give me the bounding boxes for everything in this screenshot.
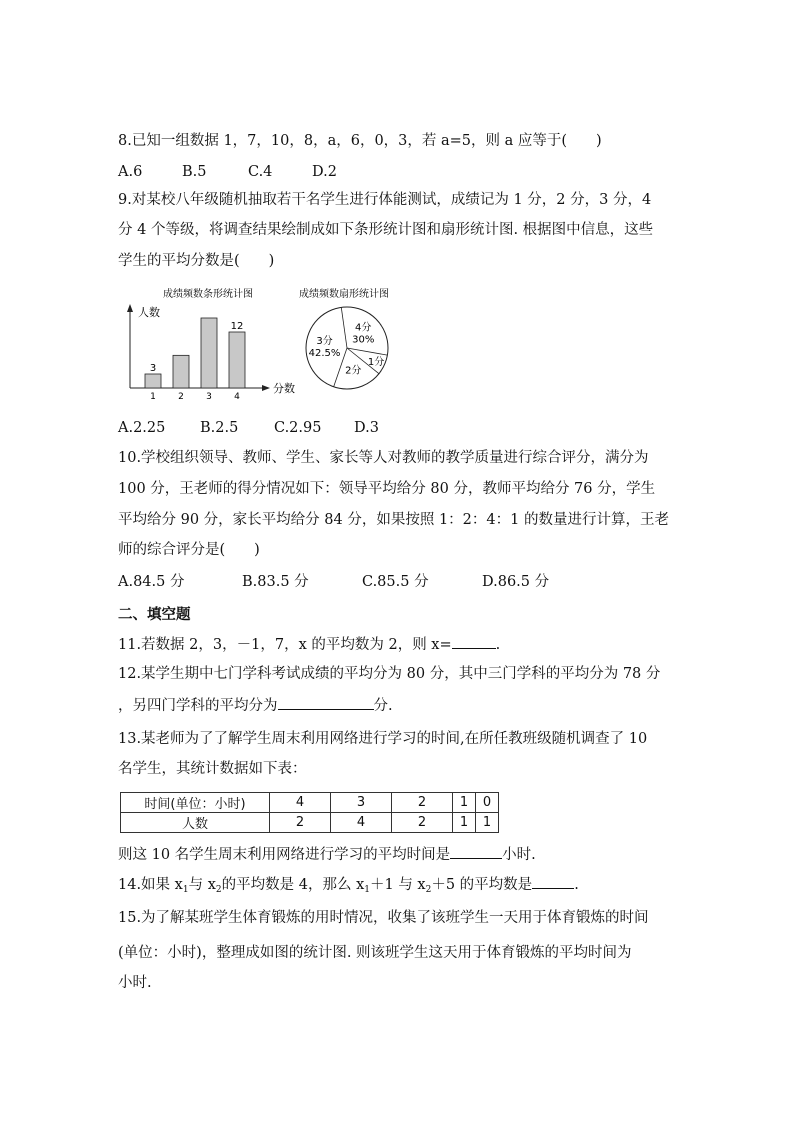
bar bbox=[201, 318, 217, 388]
q8-stem: 8.已知一组数据 1，7，10，8，a，6，0，3，若 a=5，则 a 应等于( ) bbox=[118, 133, 602, 149]
x-axis-arrow-icon bbox=[262, 385, 270, 391]
q8-option-a: A.6 bbox=[118, 164, 143, 180]
y-axis-label: 人数 bbox=[138, 306, 160, 319]
q11-text: 11.若数据 2，3，－1，7，x 的平均数为 2，则 x= bbox=[118, 637, 452, 653]
table-cell: 2 bbox=[392, 793, 453, 813]
q14-text: 与 x bbox=[188, 877, 216, 893]
q9-line3: 学生的平均分数是( ) bbox=[118, 253, 275, 269]
q10-line4: 师的综合评分是( ) bbox=[118, 542, 260, 558]
q11-answer-blank[interactable] bbox=[452, 633, 496, 649]
q11 bbox=[118, 633, 500, 655]
q12-text: ，另四门学科的平均分为 bbox=[118, 698, 278, 714]
q13-line3 bbox=[118, 843, 536, 865]
bar bbox=[229, 332, 245, 388]
q12-answer-blank[interactable] bbox=[278, 694, 374, 710]
q13-answer-blank[interactable] bbox=[450, 843, 502, 859]
table-row bbox=[121, 813, 499, 833]
bar-chart-title: 成绩频数条形统计图 bbox=[163, 289, 253, 300]
table-cell: 1 bbox=[453, 813, 476, 833]
q14-text: ＋5 的平均数是 bbox=[431, 877, 533, 893]
table-cell: 2 bbox=[392, 813, 453, 833]
q14-text: 14.如果 x bbox=[118, 877, 183, 893]
pie-slice-label: 3分 bbox=[316, 335, 333, 347]
q10-option-c: C.85.5 分 bbox=[362, 574, 429, 590]
q9-option-c: C.2.95 bbox=[274, 420, 322, 436]
q14-subscript: 1 bbox=[364, 885, 370, 895]
q12-line1: 12.某学生期中七门学科考试成绩的平均分为 80 分，其中三门学科的平均分为 78 分 bbox=[118, 666, 661, 682]
table-cell: 2 bbox=[270, 813, 331, 833]
q14-text: ＋1 与 x bbox=[369, 877, 426, 893]
q13-line1: 13.某老师为了了解学生周末利用网络进行学习的时间,在所任教班级随机调查了 10 bbox=[118, 731, 648, 747]
bar-chart bbox=[118, 284, 295, 406]
q13-text: 则这 10 名学生周末利用网络进行学习的平均时间是 bbox=[118, 847, 451, 863]
pie-slice-label: 2分 bbox=[345, 365, 362, 377]
table-cell: 1 bbox=[476, 813, 499, 833]
q14 bbox=[118, 873, 579, 900]
pie-chart-title: 成绩频数扇形统计图 bbox=[299, 289, 389, 300]
y-axis-arrow-icon bbox=[127, 304, 133, 312]
q14-subscript: 2 bbox=[215, 885, 222, 895]
x-tick-label: 2 bbox=[178, 392, 184, 402]
bar bbox=[173, 355, 189, 388]
pie-slice-percent: 42.5% bbox=[308, 347, 341, 359]
q9-option-a: A.2.25 bbox=[118, 420, 166, 436]
table-row bbox=[121, 793, 499, 813]
q8-option-c: C.4 bbox=[248, 164, 273, 180]
q13-text-end: 小时. bbox=[502, 847, 536, 863]
q10-line3: 平均给分 90 分，家长平均给分 84 分，如果按照 1：2：4：1 的数量进行计算，王老 bbox=[118, 512, 669, 528]
pie-slice-label: 4分 bbox=[355, 322, 372, 334]
q14-subscript: 2 bbox=[425, 885, 432, 895]
q14-answer-blank[interactable] bbox=[532, 873, 574, 889]
pie-chart bbox=[290, 284, 410, 406]
q10-line1: 10.学校组织领导、教师、学生、家长等人对教师的教学质量进行综合评分，满分为 bbox=[118, 450, 649, 466]
q15-line2: (单位：小时)，整理成如图的统计图. 则该班学生这天用于体育锻炼的平均时间为 bbox=[118, 945, 632, 961]
q9-option-b: B.2.5 bbox=[200, 420, 239, 436]
x-tick-label: 3 bbox=[206, 392, 212, 402]
table-row-label: 人数 bbox=[121, 813, 270, 833]
q10-option-a: A.84.5 分 bbox=[118, 574, 185, 590]
pie-slice-label: 1分 bbox=[367, 357, 385, 369]
table-cell: 4 bbox=[270, 793, 331, 813]
q14-subscript: 1 bbox=[182, 885, 189, 895]
q10-option-b: B.83.5 分 bbox=[242, 574, 309, 590]
q8-option-d: D.2 bbox=[312, 164, 337, 180]
table-cell: 0 bbox=[476, 793, 499, 813]
q9-option-d: D.3 bbox=[354, 420, 379, 436]
bar bbox=[145, 374, 161, 388]
x-tick-label: 4 bbox=[234, 392, 240, 402]
q9-line2: 分 4 个等级，将调查结果绘制成如下条形统计图和扇形统计图. 根据图中信息，这些 bbox=[118, 222, 654, 238]
q14-text-end: . bbox=[574, 877, 579, 893]
table-row-label: 时间(单位：小时) bbox=[121, 793, 270, 813]
x-axis-label: 分数 bbox=[273, 382, 295, 395]
x-tick-label: 1 bbox=[150, 392, 156, 402]
pie-slice-percent: 30% bbox=[352, 334, 375, 346]
q15-line3: 小时. bbox=[118, 975, 152, 991]
q12-text-end: 分. bbox=[373, 698, 393, 714]
q9-line1: 9.对某校八年级随机抽取若干名学生进行体能测试，成绩记为 1 分，2 分，3 分，4 bbox=[118, 192, 652, 208]
table-cell: 4 bbox=[331, 813, 392, 833]
q10-line2: 100 分，王老师的得分情况如下：领导平均给分 80 分，教师平均给分 76 分，学生 bbox=[118, 481, 656, 497]
q13-line2: 名学生，其统计数据如下表： bbox=[118, 761, 307, 777]
q10-option-d: D.86.5 分 bbox=[482, 574, 550, 590]
q11-text-end: . bbox=[495, 637, 501, 653]
table-cell: 1 bbox=[453, 793, 476, 813]
q12-line2 bbox=[118, 694, 393, 716]
section-title: 二、填空题 bbox=[118, 607, 191, 623]
q8-option-b: B.5 bbox=[182, 164, 207, 180]
bar-data-label: 12 bbox=[230, 321, 244, 332]
table-cell: 3 bbox=[331, 793, 392, 813]
q14-text: 的平均数是 4，那么 x bbox=[221, 877, 365, 893]
q13-table bbox=[120, 792, 499, 833]
q15-line1: 15.为了解某班学生体育锻炼的用时情况，收集了该班学生一天用于体育锻炼的时间 bbox=[118, 910, 649, 926]
bar-data-label: 3 bbox=[149, 363, 157, 374]
